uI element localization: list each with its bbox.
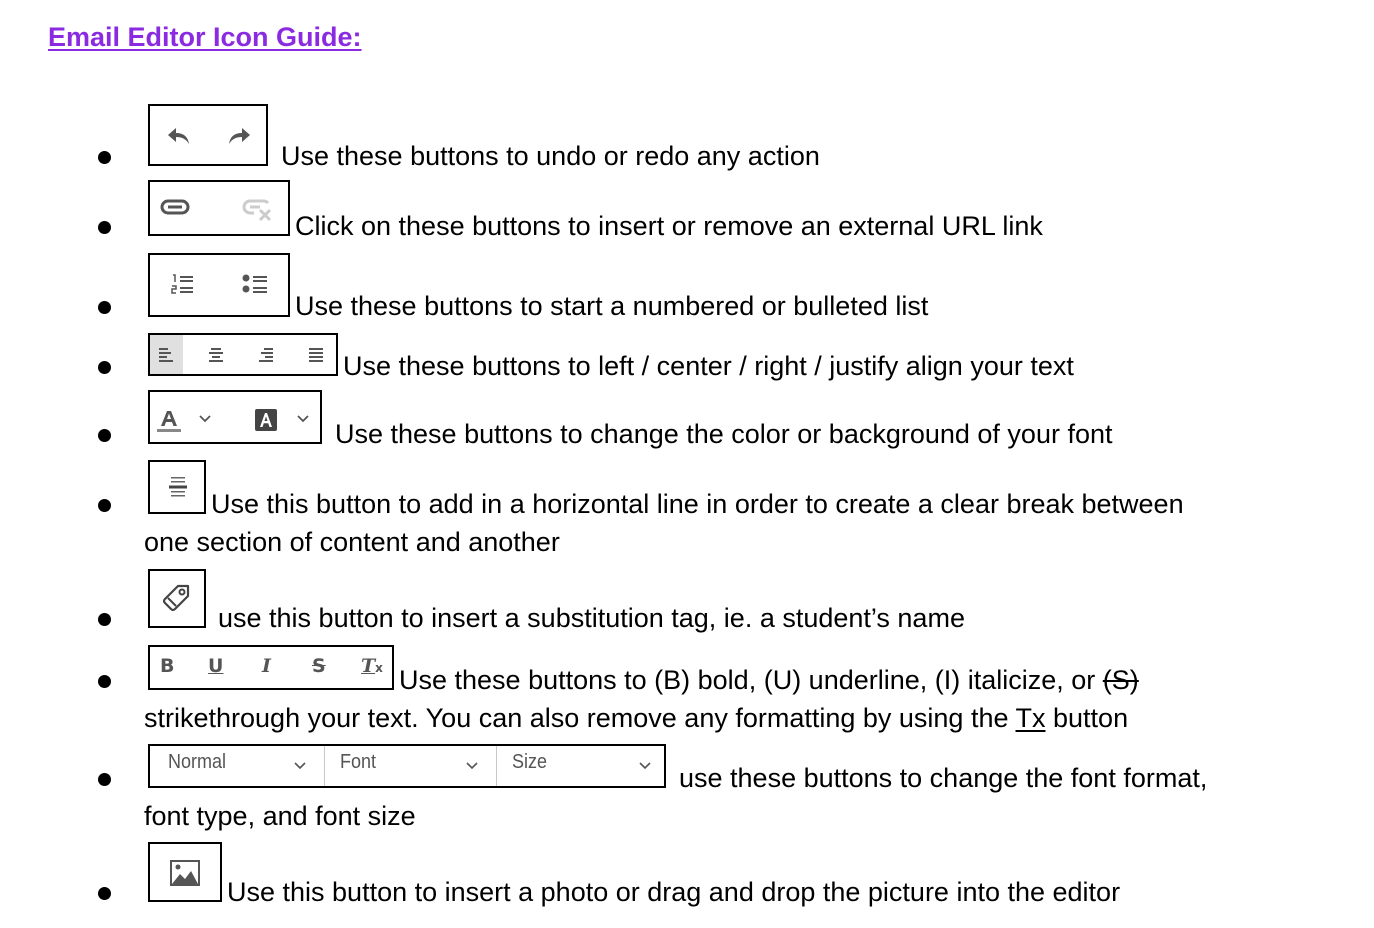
tx-example: Tx	[1015, 703, 1046, 733]
link-icon[interactable]	[160, 198, 190, 216]
align-center-icon[interactable]	[208, 347, 224, 363]
font-select-value: Font	[340, 751, 377, 773]
chevron-down-icon	[293, 761, 307, 771]
bullet	[98, 221, 111, 234]
item-description-text: Use these buttons to (B) bold, (U) underline, (I) italicize, or	[399, 665, 1103, 695]
font-select-toolbar	[148, 744, 666, 788]
bullet	[98, 499, 111, 512]
horizontal-line-icon[interactable]	[169, 476, 187, 500]
align-right-icon[interactable]	[258, 347, 274, 363]
item-description	[399, 661, 1139, 699]
bullet	[98, 773, 111, 786]
undo-redo-toolbar	[148, 104, 268, 166]
font-select[interactable]	[325, 746, 496, 786]
bulleted-list-icon[interactable]	[242, 273, 270, 295]
clear-format-glyph: T	[361, 655, 376, 677]
item-description-continued: one section of content and another	[144, 527, 560, 557]
item-description-text: strikethrough your text. You can also remove any formatting by using the	[144, 703, 1016, 733]
redo-icon[interactable]	[226, 126, 252, 146]
item-description: Use these buttons to start a numbered or bulleted list	[295, 291, 929, 321]
bullet	[98, 151, 111, 164]
color-toolbar	[148, 390, 322, 444]
item-description-text: button	[1045, 703, 1129, 733]
link-toolbar	[148, 180, 290, 236]
bullet	[98, 361, 111, 374]
item-description: Use this button to add in a horizontal line in order to create a clear break between	[211, 489, 1184, 519]
format-select-value: Normal	[168, 751, 227, 773]
background-color-icon[interactable]	[254, 408, 278, 432]
strike-example: (S)	[1102, 665, 1139, 695]
item-description: Use these buttons to change the color or background of your font	[335, 419, 1113, 449]
text-format-toolbar	[148, 645, 394, 690]
item-description: Use these buttons to undo or redo any action	[281, 141, 820, 171]
item-description-continued: font type, and font size	[144, 801, 416, 831]
alignment-toolbar	[148, 333, 338, 376]
image-toolbar	[148, 842, 222, 902]
chevron-down-icon	[465, 761, 479, 771]
bullet	[98, 429, 111, 442]
unlink-icon[interactable]	[242, 198, 274, 222]
bullet	[98, 613, 111, 626]
horizontal-line-toolbar	[148, 460, 206, 514]
clear-format-icon[interactable]	[361, 655, 383, 677]
item-description: Use these buttons to left / center / right / justify align your text	[343, 351, 1074, 381]
item-description-continued	[144, 699, 1128, 737]
italic-icon[interactable]: I	[262, 655, 271, 677]
clear-format-subscript: x	[375, 661, 383, 675]
align-justify-icon[interactable]	[308, 347, 324, 363]
tag-toolbar	[148, 569, 206, 628]
image-icon[interactable]	[170, 860, 200, 886]
item-description: Use this button to insert a photo or drag and drop the picture into the editor	[227, 877, 1121, 907]
bullet	[98, 301, 111, 314]
strikethrough-icon[interactable]: S	[312, 655, 326, 677]
page-title: Email Editor Icon Guide:	[48, 22, 362, 52]
underline-icon[interactable]: U	[208, 655, 224, 677]
list-toolbar	[148, 253, 290, 317]
font-color-dropdown-chevron-icon[interactable]	[198, 414, 212, 424]
format-select[interactable]	[150, 746, 324, 786]
bullet	[98, 887, 111, 900]
font-color-icon[interactable]	[156, 408, 182, 434]
item-description: use these buttons to change the font format,	[679, 763, 1208, 793]
numbered-list-icon[interactable]	[170, 273, 196, 295]
background-color-dropdown-chevron-icon[interactable]	[296, 414, 310, 424]
item-description: use this button to insert a substitution tag, ie. a student’s name	[218, 603, 965, 633]
align-left-icon[interactable]	[158, 347, 174, 363]
item-description: Click on these buttons to insert or remove an external URL link	[295, 211, 1043, 241]
size-select[interactable]	[497, 746, 664, 786]
tag-icon[interactable]	[162, 583, 192, 613]
undo-icon[interactable]	[166, 126, 192, 146]
bold-icon[interactable]: B	[160, 655, 175, 677]
chevron-down-icon	[638, 761, 652, 771]
bullet	[98, 675, 111, 688]
size-select-value: Size	[512, 751, 548, 773]
